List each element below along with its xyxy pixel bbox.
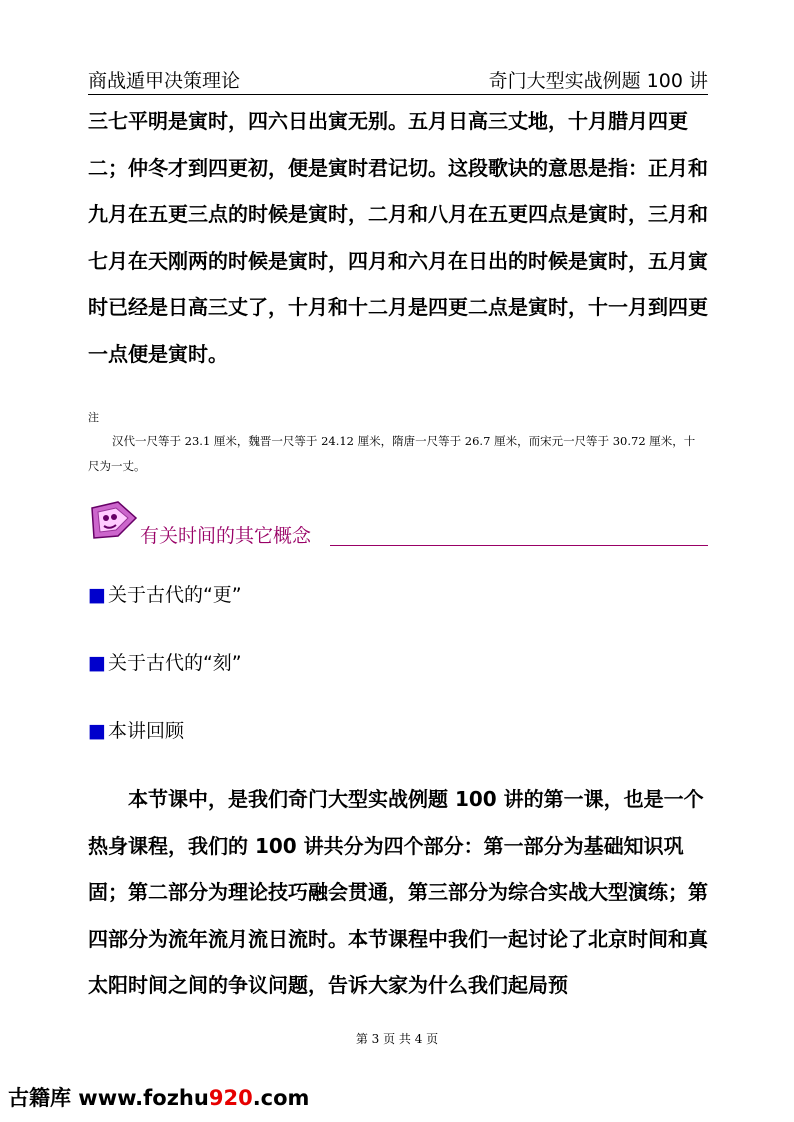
subsection-label: 关于古代的“刻” <box>107 652 242 674</box>
body-paragraph-2 <box>88 776 710 1009</box>
square-bullet-icon: ■ <box>88 584 106 606</box>
watermark-number: 920 <box>208 1086 253 1110</box>
pointing-hand-icon <box>88 498 140 544</box>
header-right-title: 奇门大型实战例题 100 讲 <box>488 70 708 92</box>
site-watermark <box>8 1082 309 1112</box>
subsection-ke <box>88 648 242 675</box>
note-text: 汉代一尺等于 23.1 厘米，魏晋一尺等于 24.12 厘米，隋唐一尺等于 26.7 厘米，而宋元一尺等于 30.72 厘米，十尺为一丈。 <box>88 434 696 473</box>
square-bullet-icon: ■ <box>88 720 106 742</box>
body-paragraph-1 <box>88 98 710 377</box>
section-heading <box>88 498 708 548</box>
square-bullet-icon: ■ <box>88 652 106 674</box>
section-rule <box>330 545 708 546</box>
watermark-prefix: 古籍库 www.fozhu <box>8 1086 209 1110</box>
header-left-title: 商战遁甲决策理论 <box>88 70 241 92</box>
page-number: 第 3 页 共 4 页 <box>355 1032 439 1046</box>
page-header <box>88 66 708 95</box>
section-title: 有关时间的其它概念 <box>140 525 312 547</box>
paragraph-text: 三七平明是寅时，四六日出寅无别。五月日高三丈地，十月腊月四更二；仲冬才到四更初，便是寅时君记切。这段歌诀的意思是指：正月和九月在五更三点的时候是寅时，二月和八月在五更四点是寅时，三月和七月在天刚两的时候是寅时，四月和六月在日出的时候是寅时，五月寅时已经是日高三丈了，十月和十二月是四更二点是寅时，十一月到四更一点便是寅时。 <box>88 109 708 366</box>
watermark-suffix: .com <box>252 1086 310 1110</box>
subsection-geng <box>88 580 242 607</box>
subsection-label: 本讲回顾 <box>107 720 184 742</box>
subsection-review <box>88 716 184 743</box>
note-block <box>88 429 698 479</box>
note-label: 注 <box>88 411 99 424</box>
paragraph-text: 本节课中，是我们奇门大型实战例题 100 讲的第一课，也是一个热身课程，我们的 100 讲共分为四个部分：第一部分为基础知识巩固；第二部分为理论技巧融会贯通，第三部分为综合实战大型演练；第四部分为流年流月流日流时。本节课程中我们一起讨论了北京时间和真太阳时间之间的争议问题，告诉大家为什么我们起局预 <box>88 787 708 997</box>
subsection-label: 关于古代的“更” <box>107 584 242 606</box>
